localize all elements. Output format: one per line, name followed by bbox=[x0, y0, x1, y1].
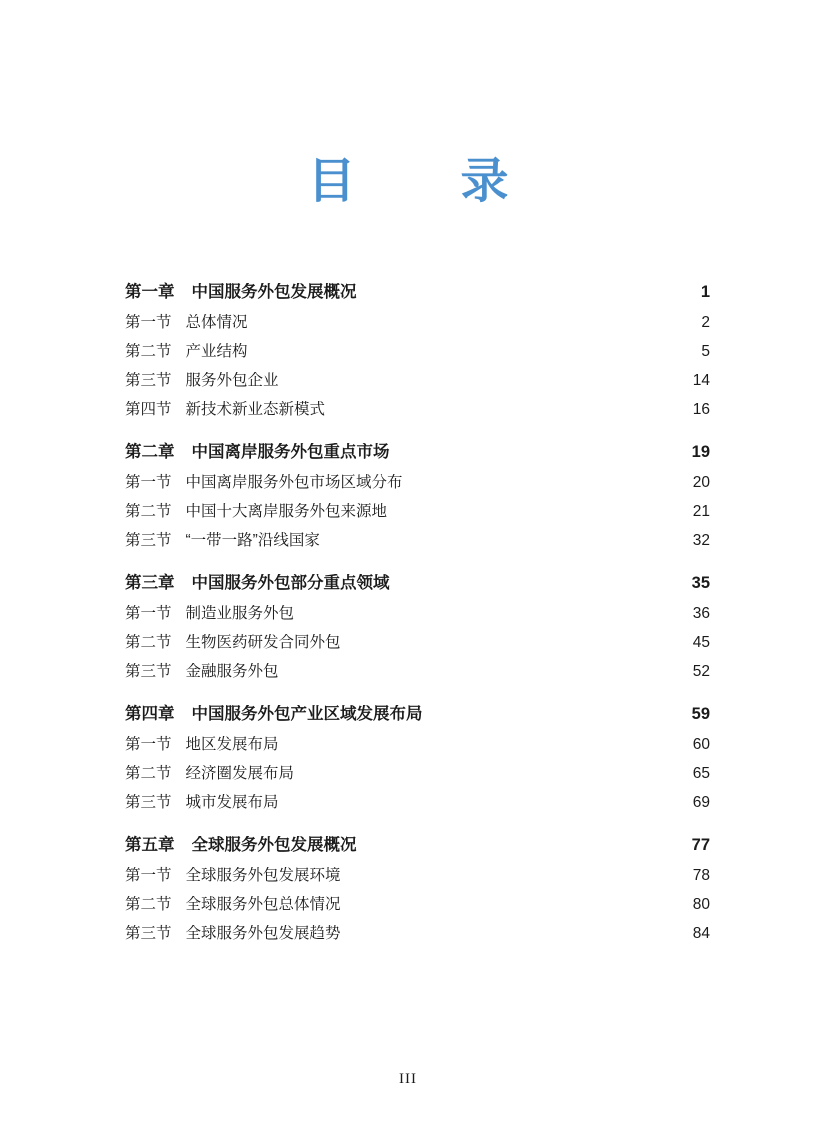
section-number-label: 第一节 bbox=[125, 735, 172, 753]
toc-section-row[interactable] bbox=[125, 663, 710, 682]
section-page-number: 16 bbox=[692, 400, 710, 418]
section-page-number: 21 bbox=[692, 502, 710, 520]
section-title: 全球服务外包发展环境 bbox=[185, 866, 341, 884]
section-page-number: 80 bbox=[692, 895, 710, 913]
section-page-number: 84 bbox=[692, 924, 710, 942]
chapter-title: 中国服务外包发展概况 bbox=[191, 283, 357, 301]
section-number-label: 第三节 bbox=[125, 531, 172, 549]
chapter-number-label: 第三章 bbox=[125, 574, 175, 592]
section-title: 中国离岸服务外包市场区域分布 bbox=[185, 473, 403, 491]
section-page-number: 45 bbox=[692, 633, 710, 651]
section-title: 全球服务外包发展趋势 bbox=[185, 924, 341, 942]
toc-list bbox=[125, 259, 710, 954]
section-title: 生物医药研发合同外包 bbox=[185, 633, 341, 651]
section-number-label: 第三节 bbox=[125, 662, 172, 680]
section-number-label: 第二节 bbox=[125, 342, 172, 360]
section-title: 中国十大离岸服务外包来源地 bbox=[185, 502, 388, 520]
toc-section-row[interactable] bbox=[125, 503, 710, 522]
toc-section-row[interactable] bbox=[125, 794, 710, 813]
section-page-number: 69 bbox=[692, 793, 710, 811]
section-title: 总体情况 bbox=[185, 313, 248, 331]
chapter-number-label: 第二章 bbox=[125, 443, 175, 461]
toc-chapter-row[interactable] bbox=[125, 705, 710, 724]
section-number-label: 第二节 bbox=[125, 895, 172, 913]
section-page-number: 20 bbox=[692, 473, 710, 491]
section-page-number: 52 bbox=[692, 662, 710, 680]
chapter-number-label: 第四章 bbox=[125, 705, 175, 723]
chapter-page-number: 35 bbox=[691, 574, 710, 592]
section-number-label: 第三节 bbox=[125, 793, 172, 811]
section-title: 制造业服务外包 bbox=[185, 604, 295, 622]
section-title: 地区发展布局 bbox=[185, 735, 279, 753]
title-char-mu: 目 bbox=[307, 155, 356, 208]
toc-section-row[interactable] bbox=[125, 867, 710, 886]
section-page-number: 78 bbox=[692, 866, 710, 884]
toc-section-row[interactable] bbox=[125, 372, 710, 391]
footer-page-number: III bbox=[399, 1071, 417, 1087]
section-title: 产业结构 bbox=[185, 342, 248, 360]
chapter-page-number: 19 bbox=[691, 443, 710, 461]
section-page-number: 5 bbox=[701, 342, 710, 360]
section-title: “一带一路”沿线国家 bbox=[185, 531, 320, 549]
toc-section-row[interactable] bbox=[125, 765, 710, 784]
chapter-page-number: 77 bbox=[691, 836, 710, 854]
toc-section-row[interactable] bbox=[125, 925, 710, 944]
chapter-title: 中国服务外包产业区域发展布局 bbox=[191, 705, 423, 723]
toc-section-row[interactable] bbox=[125, 401, 710, 420]
toc-chapter-row[interactable] bbox=[125, 574, 710, 593]
section-number-label: 第二节 bbox=[125, 764, 172, 782]
toc-chapter-row[interactable] bbox=[125, 283, 710, 302]
section-title: 经济圈发展布局 bbox=[185, 764, 295, 782]
chapter-number-label: 第五章 bbox=[125, 836, 175, 854]
toc-chapter-row[interactable] bbox=[125, 836, 710, 855]
chapter-title: 中国离岸服务外包重点市场 bbox=[191, 443, 390, 461]
section-title: 全球服务外包总体情况 bbox=[185, 895, 341, 913]
toc-section-row[interactable] bbox=[125, 634, 710, 653]
section-page-number: 2 bbox=[701, 313, 710, 331]
section-title: 金融服务外包 bbox=[185, 662, 279, 680]
toc-section-row[interactable] bbox=[125, 474, 710, 493]
section-number-label: 第一节 bbox=[125, 604, 172, 622]
section-number-label: 第四节 bbox=[125, 400, 172, 418]
section-number-label: 第一节 bbox=[125, 473, 172, 491]
toc-section-row[interactable] bbox=[125, 896, 710, 915]
section-page-number: 36 bbox=[692, 604, 710, 622]
toc-section-row[interactable] bbox=[125, 532, 710, 551]
page-title bbox=[0, 152, 816, 212]
section-number-label: 第二节 bbox=[125, 502, 172, 520]
section-number-label: 第二节 bbox=[125, 633, 172, 651]
chapter-title: 中国服务外包部分重点领域 bbox=[191, 574, 390, 592]
chapter-page-number: 59 bbox=[691, 705, 710, 723]
chapter-number-label: 第一章 bbox=[125, 283, 175, 301]
section-title: 城市发展布局 bbox=[185, 793, 279, 811]
chapter-page-number: 1 bbox=[700, 283, 710, 301]
section-title: 服务外包企业 bbox=[185, 371, 279, 389]
section-number-label: 第三节 bbox=[125, 924, 172, 942]
section-number-label: 第一节 bbox=[125, 866, 172, 884]
section-page-number: 65 bbox=[692, 764, 710, 782]
title-char-lu: 录 bbox=[460, 155, 509, 208]
toc-section-row[interactable] bbox=[125, 314, 710, 333]
section-page-number: 60 bbox=[692, 735, 710, 753]
toc-chapter-row[interactable] bbox=[125, 443, 710, 462]
section-page-number: 32 bbox=[692, 531, 710, 549]
section-page-number: 14 bbox=[692, 371, 710, 389]
section-number-label: 第一节 bbox=[125, 313, 172, 331]
section-number-label: 第三节 bbox=[125, 371, 172, 389]
toc-section-row[interactable] bbox=[125, 343, 710, 362]
page-footer bbox=[0, 1071, 816, 1088]
section-title: 新技术新业态新模式 bbox=[185, 400, 326, 418]
chapter-title: 全球服务外包发展概况 bbox=[191, 836, 357, 854]
toc-section-row[interactable] bbox=[125, 736, 710, 755]
toc-section-row[interactable] bbox=[125, 605, 710, 624]
